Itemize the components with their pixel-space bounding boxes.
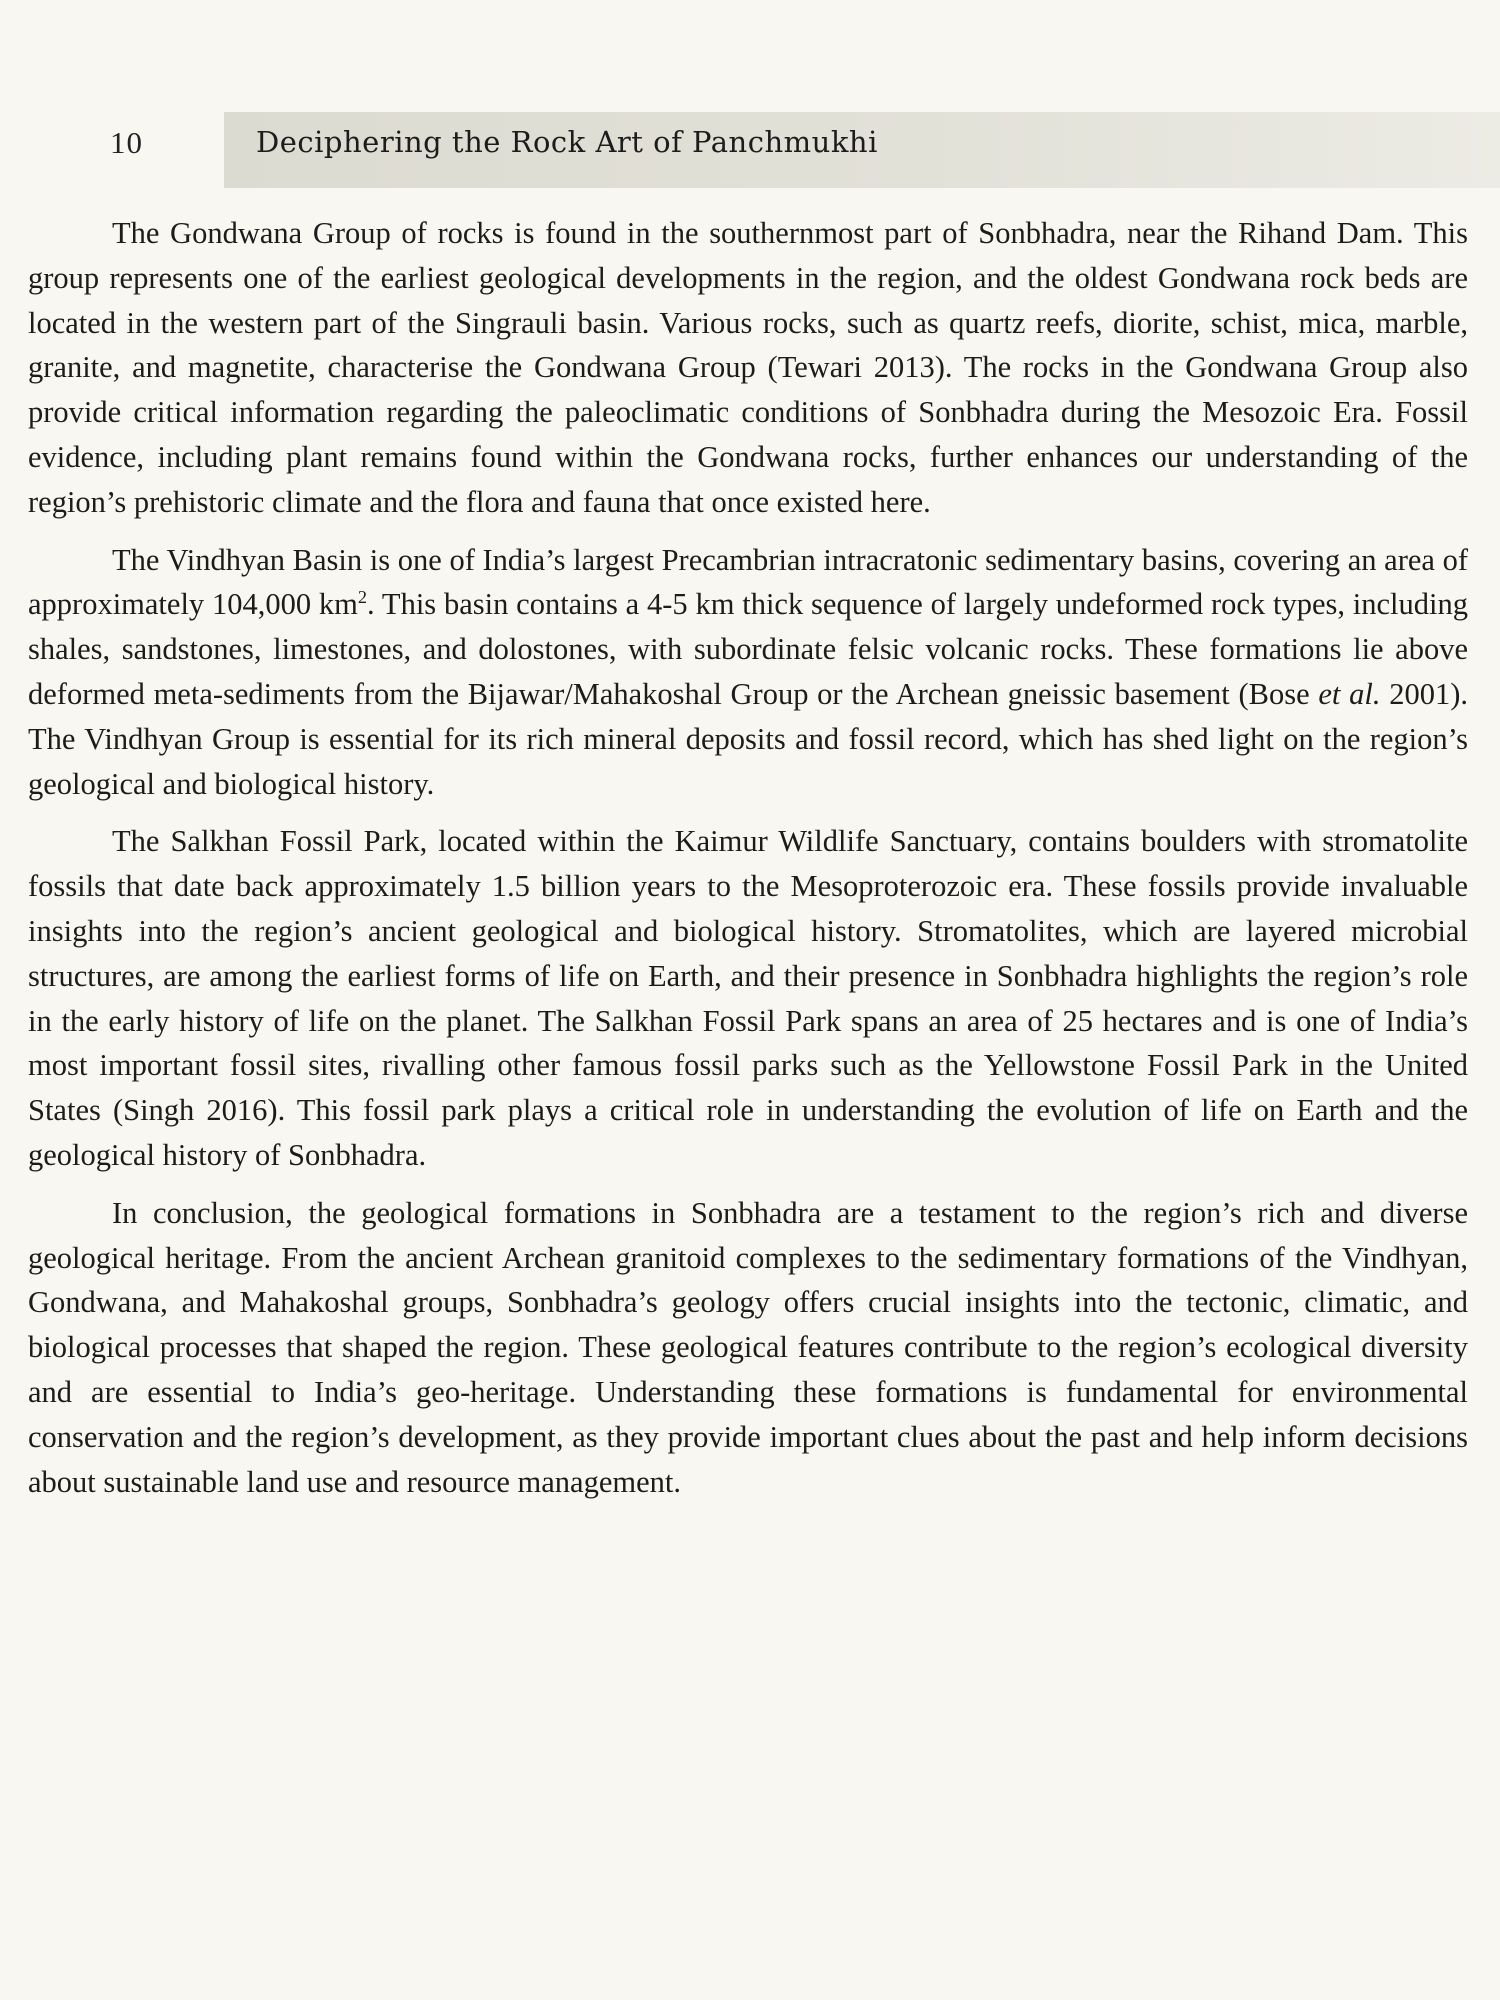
citation-et-al: et al. xyxy=(1318,676,1381,711)
page-number: 10 xyxy=(110,125,143,160)
paragraph-conclusion: In conclusion, the geological formations in Sonbhadra are a testament to the region’s rich and diverse geological heritage. From the ancient Archean granitoid complexes to the sedimentary formations of the Vindhyan, Gondwana, and Mahakoshal groups, Sonbhadra’s geology offers crucial insights into the tectonic, climatic, and biological processes that shaped the region. These geological features contribute to the region’s ecological diversity and are essential to India’s geo-heritage. Understanding these formations is fundamental for environmental conservation and the region’s development, as they provide important clues about the past and help inform decisions about sustainable land use and resource management. xyxy=(28,1195,1468,1499)
paragraph-vindhyan-part-3: 2001). The Vindhyan Group is essential for its rich mineral deposits and fossil record, which has shed light on the region’s geological and biological history. xyxy=(28,676,1468,801)
paragraph-vindhyan xyxy=(28,538,1468,807)
paragraph-gondwana: The Gondwana Group of rocks is found in the southernmost part of Sonbhadra, near the Rihand Dam. This group represents one of the earliest geological developments in the region, and the oldest Gondwana rock beds are located in the western part of the Singrauli basin. Various rocks, such as quartz reefs, diorite, schist, mica, marble, granite, and magnetite, characterise the Gondwana Group (Tewari 2013). The rocks in the Gondwana Group also provide critical information regarding the paleoclimatic conditions of Sonbhadra during the Mesozoic Era. Fossil evidence, including plant remains found within the Gondwana rocks, further enhances our understanding of the region’s prehistoric climate and the flora and fauna that once existed here. xyxy=(28,216,1468,519)
paragraph-vindhyan-part-2: . This basin contains a 4-5 km thick sequence of largely undeformed rock types, including shales, sandstones, limestones, and dolostones, with subordinate felsic volcanic rocks. These formations lie above deformed meta-sediments from the Bijawar/Mahakoshal Group or the Archean gneissic basement (Bose xyxy=(28,587,1468,711)
superscript-square: 2 xyxy=(357,587,368,608)
running-head-title: Deciphering the Rock Art of Panchmukhi xyxy=(256,125,878,159)
paragraph-vindhyan-part-1: The Vindhyan Basin is one of India’s largest Precambrian intracratonic sedimentary basins, covering an area of approximately 104,000 km xyxy=(28,542,1468,622)
body-text xyxy=(28,211,1468,1517)
paragraph-salkhan: The Salkhan Fossil Park, located within the Kaimur Wildlife Sanctuary, contains boulders with stromatolite fossils that date back approximately 1.5 billion years to the Mesoproterozoic era. These fossils provide invaluable insights into the region’s ancient geological and biological history. Stromatolites, which are layered microbial structures, are among the earliest forms of life on Earth, and their presence in Sonbhadra highlights the region’s role in the early history of life on the planet. The Salkhan Fossil Park spans an area of 25 hectares and is one of India’s most important fossil sites, rivalling other famous fossil parks such as the Yellowstone Fossil Park in the United States (Singh 2016). This fossil park plays a critical role in understanding the evolution of life on Earth and the geological history of Sonbhadra. xyxy=(28,824,1468,1172)
